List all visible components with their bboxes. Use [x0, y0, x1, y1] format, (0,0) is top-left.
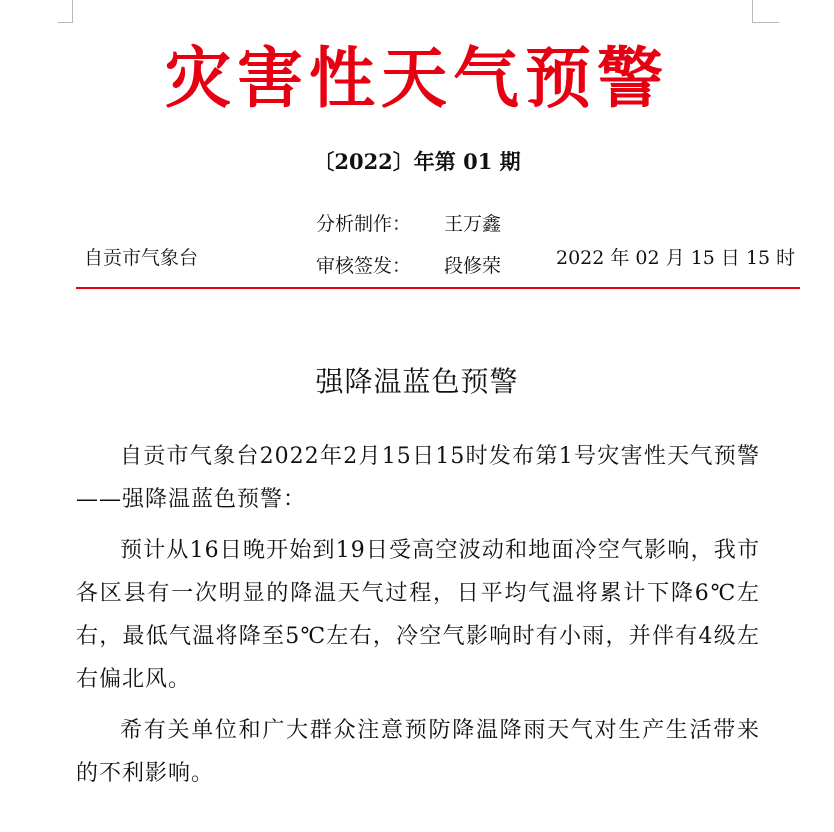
masthead-title: 灾害性天气预警: [165, 39, 669, 117]
reviewer-label: 审核签发：: [316, 255, 412, 277]
analyst-name: 王万鑫: [444, 213, 502, 235]
page-corner-mark-right: [752, 0, 779, 23]
warning-heading: 强降温蓝色预警: [315, 365, 519, 398]
page-corner-mark-left: [58, 0, 73, 23]
warning-body: [76, 435, 760, 803]
issue-number: 〔2022〕年第 01 期: [313, 149, 521, 174]
issue-date: 2022 年 02 月 15 日 15 时: [556, 247, 796, 269]
analyst-label: 分析制作：: [316, 213, 412, 235]
issuing-org: 自贡市气象台: [84, 247, 199, 269]
body-paragraph: 预计从16日晚开始到19日受高空波动和地面冷空气影响，我市各区县有一次明显的降温天气过程，日平均气温将累计下降6℃左右，最低气温将降至5℃左右，冷空气影响时有小雨，并伴有4级左右偏北风。: [76, 538, 760, 692]
reviewer-name: 段修荣: [444, 255, 502, 277]
header-divider-line: [76, 287, 800, 289]
body-paragraph: 希有关单位和广大群众注意预防降温降雨天气对生产生活带来的不利影响。: [76, 718, 760, 786]
body-paragraph: 自贡市气象台2022年2月15日15时发布第1号灾害性天气预警——强降温蓝色预警：: [76, 444, 760, 512]
